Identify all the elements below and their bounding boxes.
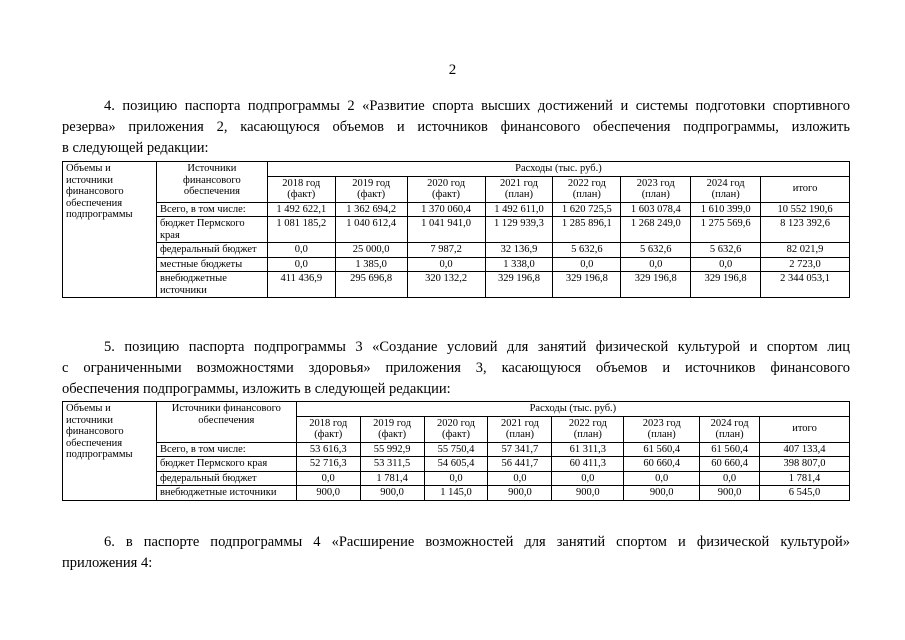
left-header: Объемы и источники финансового обеспечения подпрограммы [63,402,157,501]
value-cell: 295 696,8 [335,272,407,298]
value-cell: 1 129 939,3 [485,217,553,243]
value-cell: 320 132,2 [407,272,485,298]
paragraph-line: приложения 4: [62,555,153,571]
paragraph-line: 5. позицию паспорта подпрограммы 3 «Создание условий для занятий физической культурой и спортом лиц [104,339,850,355]
value-cell: 56 441,7 [488,457,552,472]
value-cell: 10 552 190,6 [761,202,850,217]
row-label: федеральный бюджет [156,471,296,486]
year-header: 2018 год (факт) [267,176,335,202]
value-cell: 61 560,4 [700,442,760,457]
value-cell: 900,0 [552,486,624,501]
value-cell: 1 268 249,0 [621,217,691,243]
year-header: 2021 год (план) [485,176,553,202]
value-cell: 57 341,7 [488,442,552,457]
year-header: 2018 год (факт) [296,416,360,442]
value-cell: 7 987,2 [407,243,485,258]
value-cell: 52 716,3 [296,457,360,472]
paragraph-line: с ограниченными возможностями здоровья» приложения 3, касающуюся объемов и источников финансового [62,360,850,376]
year-header: 2023 год (план) [624,416,700,442]
value-cell: 60 411,3 [552,457,624,472]
value-cell: 1 041 941,0 [407,217,485,243]
source-header: Источники финансового обеспечения [156,402,296,443]
value-cell: 1 370 060,4 [407,202,485,217]
value-cell: 1 081 185,2 [267,217,335,243]
value-cell: 5 632,6 [621,243,691,258]
value-cell: 1 285 896,1 [553,217,621,243]
value-cell: 900,0 [296,486,360,501]
row-label: внебюджетные источники [156,272,267,298]
value-cell: 0,0 [624,471,700,486]
value-cell: 0,0 [553,257,621,272]
value-cell: 900,0 [488,486,552,501]
year-header: 2019 год (факт) [360,416,424,442]
value-cell: 0,0 [267,243,335,258]
row-label: местные бюджеты [156,257,267,272]
value-cell: 1 620 725,5 [553,202,621,217]
value-cell: 61 311,3 [552,442,624,457]
value-cell: 900,0 [624,486,700,501]
value-cell: 0,0 [691,257,761,272]
value-cell: 1 338,0 [485,257,553,272]
year-header: 2024 год (план) [691,176,761,202]
value-cell: 0,0 [488,471,552,486]
year-header: 2020 год (факт) [424,416,488,442]
paragraph-line: 4. позицию паспорта подпрограммы 2 «Развитие спорта высших достижений и системы подготовки спортивного [104,98,850,114]
left-header: Объемы и источники финансового обеспечения подпрограммы [63,162,157,298]
year-header: 2024 год (план) [700,416,760,442]
value-cell: 1 145,0 [424,486,488,501]
row-label: внебюджетные источники [156,486,296,501]
value-cell: 61 560,4 [624,442,700,457]
value-cell: 2 344 053,1 [761,272,850,298]
value-cell: 329 196,8 [691,272,761,298]
value-cell: 329 196,8 [553,272,621,298]
total-header: итого [761,176,850,202]
year-header: 2022 год (план) [553,176,621,202]
paragraph-line: в следующей редакции: [62,140,209,156]
year-header: 2020 год (факт) [407,176,485,202]
value-cell: 329 196,8 [621,272,691,298]
value-cell: 1 275 569,6 [691,217,761,243]
expenses-header: Расходы (тыс. руб.) [267,162,849,177]
value-cell: 54 605,4 [424,457,488,472]
value-cell: 1 492 622,1 [267,202,335,217]
value-cell: 0,0 [267,257,335,272]
source-header: Источники финансового обеспечения [156,162,267,203]
value-cell: 2 723,0 [761,257,850,272]
value-cell: 1 385,0 [335,257,407,272]
value-cell: 1 492 611,0 [485,202,553,217]
value-cell: 900,0 [700,486,760,501]
value-cell: 53 311,5 [360,457,424,472]
value-cell: 398 807,0 [760,457,850,472]
row-label: бюджет Пермского края [156,217,267,243]
total-header: итого [760,416,850,442]
value-cell: 407 133,4 [760,442,850,457]
value-cell: 60 660,4 [700,457,760,472]
value-cell: 329 196,8 [485,272,553,298]
value-cell: 0,0 [296,471,360,486]
value-cell: 1 781,4 [360,471,424,486]
value-cell: 0,0 [621,257,691,272]
paragraph-line: резерва» приложения 2, касающуюся объемов и источников финансового обеспечения подпрограммы, изложить [62,119,850,135]
year-header: 2021 год (план) [488,416,552,442]
value-cell: 25 000,0 [335,243,407,258]
year-header: 2019 год (факт) [335,176,407,202]
value-cell: 1 610 399,0 [691,202,761,217]
value-cell: 55 992,9 [360,442,424,457]
paragraph-6 [62,532,850,574]
paragraph-line: обеспечения подпрограммы, изложить в следующей редакции: [62,381,451,397]
value-cell: 60 660,4 [624,457,700,472]
row-label: Всего, в том числе: [156,442,296,457]
value-cell: 1 362 694,2 [335,202,407,217]
row-label: Всего, в том числе: [156,202,267,217]
value-cell: 53 616,3 [296,442,360,457]
value-cell: 32 136,9 [485,243,553,258]
paragraph-line: 6. в паспорте подпрограммы 4 «Расширение возможностей для занятий спортом и физической культурой» [104,534,850,550]
value-cell: 1 603 078,4 [621,202,691,217]
value-cell: 55 750,4 [424,442,488,457]
value-cell: 5 632,6 [553,243,621,258]
year-header: 2023 год (план) [621,176,691,202]
financing-table-subprogram-2 [62,161,850,298]
value-cell: 5 632,6 [691,243,761,258]
value-cell: 0,0 [552,471,624,486]
value-cell: 411 436,9 [267,272,335,298]
value-cell: 0,0 [424,471,488,486]
value-cell: 6 545,0 [760,486,850,501]
paragraph-4 [62,96,850,159]
row-label: федеральный бюджет [156,243,267,258]
value-cell: 0,0 [700,471,760,486]
page-number: 2 [448,62,457,78]
value-cell: 0,0 [407,257,485,272]
paragraph-5 [62,337,850,400]
value-cell: 900,0 [360,486,424,501]
year-header: 2022 год (план) [552,416,624,442]
value-cell: 82 021,9 [761,243,850,258]
financing-table-subprogram-3 [62,401,850,501]
value-cell: 8 123 392,6 [761,217,850,243]
expenses-header: Расходы (тыс. руб.) [296,402,849,417]
value-cell: 1 781,4 [760,471,850,486]
row-label: бюджет Пермского края [156,457,296,472]
value-cell: 1 040 612,4 [335,217,407,243]
